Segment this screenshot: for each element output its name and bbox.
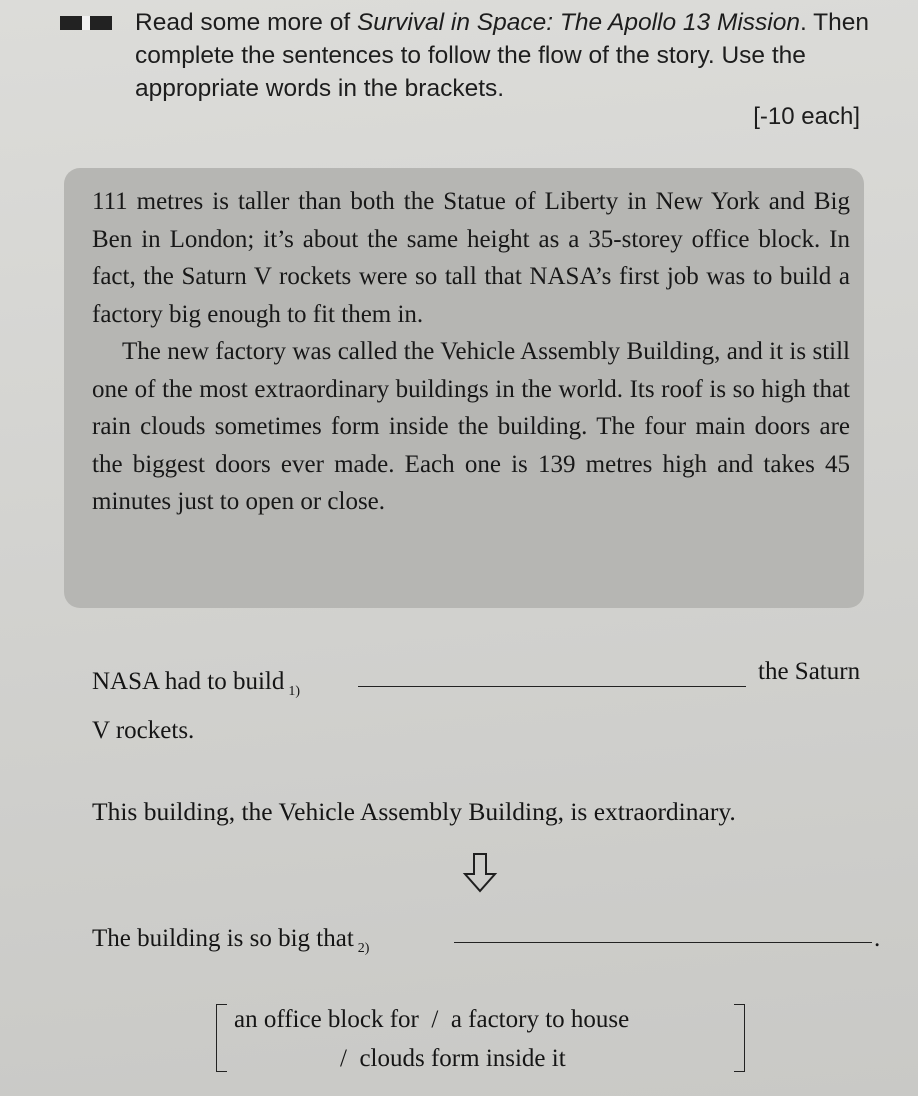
sentence-3-start: [92, 925, 369, 957]
blank-2-number: 2): [357, 941, 370, 956]
sentence-2: This building, the Vehicle Assembly Building, is extraordinary.: [92, 797, 736, 826]
instruction-part2: . Then complete the sentences to follow the flow of the story. Use the appropriate words in the brackets.: [135, 9, 870, 102]
question-number-badge: [60, 16, 112, 30]
down-arrow-icon: [462, 852, 498, 894]
sentence-1-end-a: the Saturn: [758, 658, 861, 685]
passage-paragraph-2: The new factory was called the Vehicle Assembly Building, and it is still one of the most extraordinary buildings in the world. Its roof is so high that rain clouds sometimes form inside the building. The four main doors are the biggest doors ever made. Each one is 139 metres high and takes 45 minutes just to open or close.: [92, 338, 850, 515]
sentence-1-start: [92, 668, 300, 700]
blank-1-number: 1): [288, 684, 301, 699]
blank-2-line[interactable]: [454, 942, 872, 943]
sentence-1-text: NASA had to build: [92, 668, 285, 695]
options-bracket-right: [734, 1004, 745, 1072]
sentence-3-text: The building is so big that: [92, 925, 354, 952]
passage-text: [92, 183, 850, 521]
points-label: [-10 each]: [753, 103, 860, 130]
options-line-2: / clouds form inside it: [340, 1045, 566, 1072]
sentence-3-end: .: [874, 925, 881, 952]
question-number: [82, 16, 90, 30]
instruction-part1: Read some more of: [135, 9, 357, 36]
passage-paragraph-1: 111 metres is taller than both the Statue of Liberty in New York and Big Ben in London; it’s about the same height as a 35-storey office block. In fact, the Saturn V rockets were so tall that NASA’s first job was to build a factory big enough to fit them in.: [92, 188, 850, 328]
instruction-text: [135, 6, 875, 105]
book-title: Survival in Space: The Apollo 13 Mission: [356, 9, 801, 36]
blank-1-line[interactable]: [358, 686, 746, 687]
options-bracket-left: [216, 1004, 227, 1072]
options-line-1: an office block for / a factory to house: [234, 1006, 630, 1033]
sentence-1-end-b: V rockets.: [92, 717, 195, 744]
